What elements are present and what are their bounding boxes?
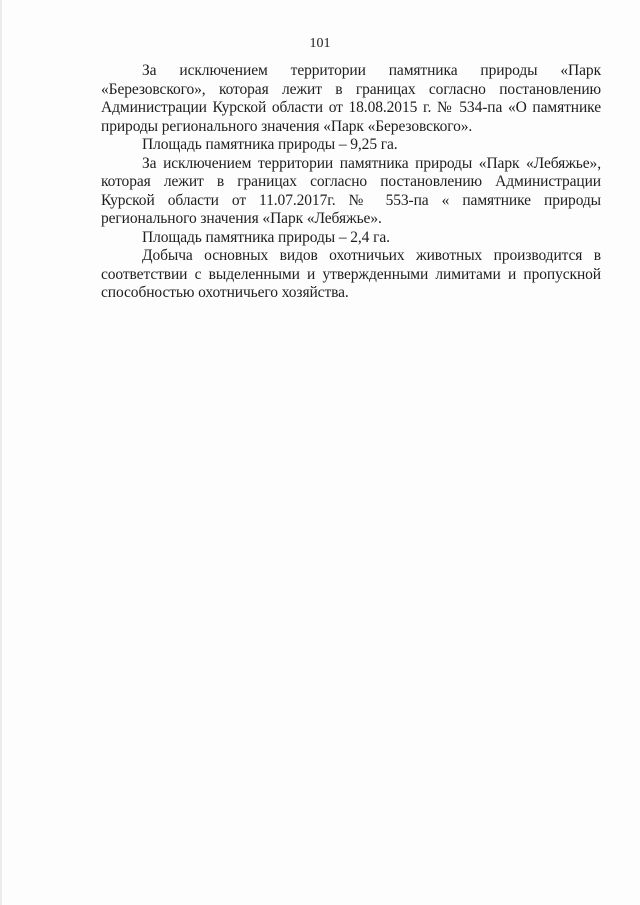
document-body — [101, 62, 601, 303]
page-number: 101 — [309, 36, 331, 51]
scan-edge — [0, 0, 2, 905]
paragraph-berezovsky-exclusion: За исключением территории памятника природы «Парк «Березовского», которая лежит в границах согласно постановлению Администрации Курской области от 18.08.2015 г. № 534-па «О памятнике природы регионального значения «Парк «Березовского». — [101, 62, 601, 135]
paragraph-lebyazhye-area: Площадь памятника природы – 2,4 га. — [142, 228, 390, 246]
paragraph-lebyazhye-exclusion: За исключением территории памятника природы «Парк «Лебяжье», которая лежит в границах согласно постановлению Администрации Курской области от 11.07.2017г. № 553-па « памятнике природы регионального значения «Парк «Лебяжье». — [101, 154, 601, 227]
paragraph-hunting-limits: Добыча основных видов охотничьих животных производится в соответствии с выделенными и утвержденными лимитами и пропускной способностью охотничьего хозяйства. — [101, 247, 601, 301]
paragraph-berezovsky-area: Площадь памятника природы – 9,25 га. — [142, 136, 398, 153]
